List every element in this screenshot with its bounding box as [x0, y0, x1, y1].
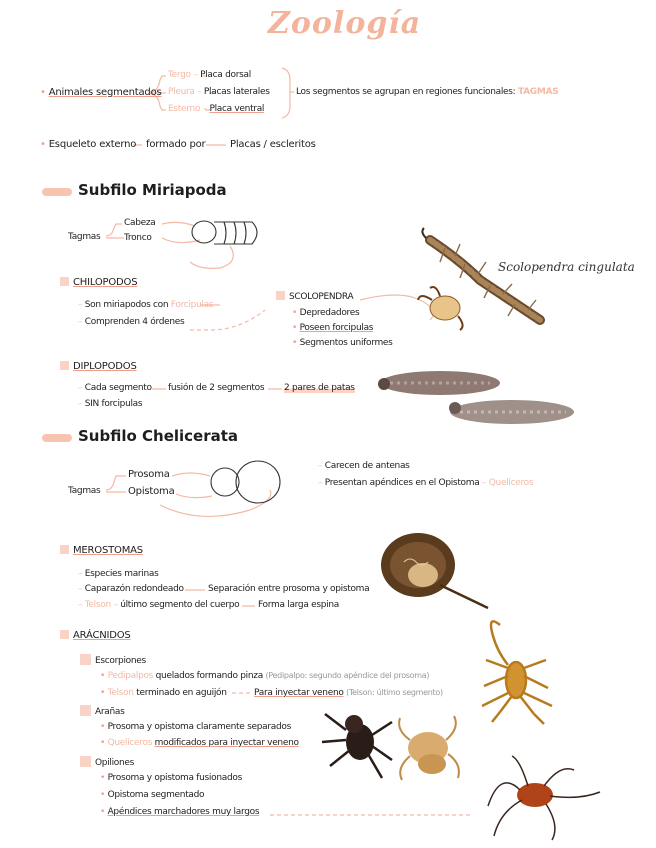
aracnidos-title: ARÁCNIDOS — [60, 630, 131, 641]
horseshoe-crab-image — [381, 533, 488, 608]
jumping-spider-image — [322, 714, 392, 778]
opiliones-line-1: • Prosoma y opistoma fusionados — [100, 773, 242, 783]
chilopodos-title: CHILOPODOS — [60, 277, 137, 288]
millipede-image-2 — [449, 400, 574, 424]
tergo-row: Tergo – Placa dorsal — [168, 70, 251, 80]
heading-chelicerata: Subfilo Chelicerata — [78, 427, 239, 445]
heading-bar — [42, 434, 72, 442]
chel-row-1: – Carecen de antenas — [318, 461, 410, 471]
myriapod-sketch-icon — [192, 221, 257, 244]
chilopodos-line-1: – Son miriapodos con Forcipulas — [78, 300, 214, 310]
fusion-text: fusión de 2 segmentos — [168, 383, 265, 393]
prosoma-label: Prosoma — [128, 469, 170, 480]
merostomas-line-2: – Caparazón redondeado — [78, 584, 184, 594]
opiliones-title: Opiliones — [80, 756, 134, 768]
diplopodos-title: DIPLOPODOS — [60, 361, 137, 372]
scolopendra-item-1: • Depredadores — [292, 308, 360, 318]
esqueleto-row: • Esqueleto externo — [40, 139, 137, 150]
harvestman-image — [488, 756, 600, 840]
chel-row-2: – Presentan apéndices en el Opistoma – Quelíceros — [318, 478, 534, 488]
regiones-text: Los segmentos se agrupan en regiones funcionales: TAGMAS — [296, 87, 559, 97]
merostomas-line-1: – Especies marinas — [78, 569, 159, 579]
scolopendra-item-3: • Segmentos uniformes — [292, 338, 393, 348]
millipede-image-1 — [378, 371, 500, 395]
chilopodos-line-2: – Comprenden 4 órdenes — [78, 317, 185, 327]
separacion-text: Separación entre prosoma y opistoma — [208, 584, 370, 594]
crab-spider-image — [399, 716, 459, 780]
pleura-row: Pleura – Placas laterales — [168, 87, 270, 97]
scorpion-image — [482, 621, 552, 724]
cabeza-label: Cabeza — [124, 218, 156, 228]
tagmas-label-chelicerata: Tagmas — [68, 486, 101, 496]
diplopodos-line-1: – Cada segmento — [78, 383, 152, 393]
forma-espina: Forma larga espina — [258, 600, 339, 610]
scolopendra-head-image — [418, 287, 463, 330]
escorpiones-line-2: • Telson terminado en aguijón — [100, 688, 227, 698]
esterno-row: Esterno – Placa ventral — [168, 104, 265, 114]
scolopendra-item-2: • Poseen forcipulas — [292, 323, 374, 333]
opistoma-label: Opistoma — [128, 486, 175, 497]
page-title: Zoología — [268, 6, 422, 41]
aranas-line-1: • Prosoma y opistoma claramente separados — [100, 722, 291, 732]
placas-escleritos: Placas / escleritos — [230, 139, 316, 150]
merostomas-line-3: – Telson – último segmento del cuerpo — [78, 600, 240, 610]
merostomas-title: MEROSTOMAS — [60, 545, 143, 556]
tagmas-label-miriapoda: Tagmas — [68, 232, 101, 242]
aranas-title: Arañas — [80, 705, 124, 717]
aranas-line-2: • Quelíceros modificados para inyectar veneno — [100, 738, 299, 748]
animales-segmentados: • Animales segmentados — [40, 87, 162, 98]
diplopodos-line-2: – SIN forcipulas — [78, 399, 143, 409]
tronco-label: Tronco — [124, 233, 152, 243]
formado-por: formado por — [146, 139, 206, 150]
heading-miriapoda: Subfilo Miriapoda — [78, 181, 227, 199]
opiliones-line-2: • Opistoma segmentado — [100, 790, 205, 800]
escorpiones-title: Escorpiones — [80, 654, 146, 666]
pares-patas: 2 pares de patas — [284, 383, 355, 393]
scolopendra-title: SCOLOPENDRA — [276, 291, 353, 302]
escorpiones-line-1: • Pedipalpos quelados formando pinza (Pedipalpo: segundo apéndice del prosoma) — [100, 671, 430, 681]
species-label: Scolopendra cingulata — [498, 260, 635, 274]
heading-bar — [42, 188, 72, 196]
inyectar-veneno: Para inyectar veneno (Telson: último segmento) — [254, 688, 443, 698]
opiliones-line-3: • Apéndices marchadores muy largos — [100, 807, 260, 817]
